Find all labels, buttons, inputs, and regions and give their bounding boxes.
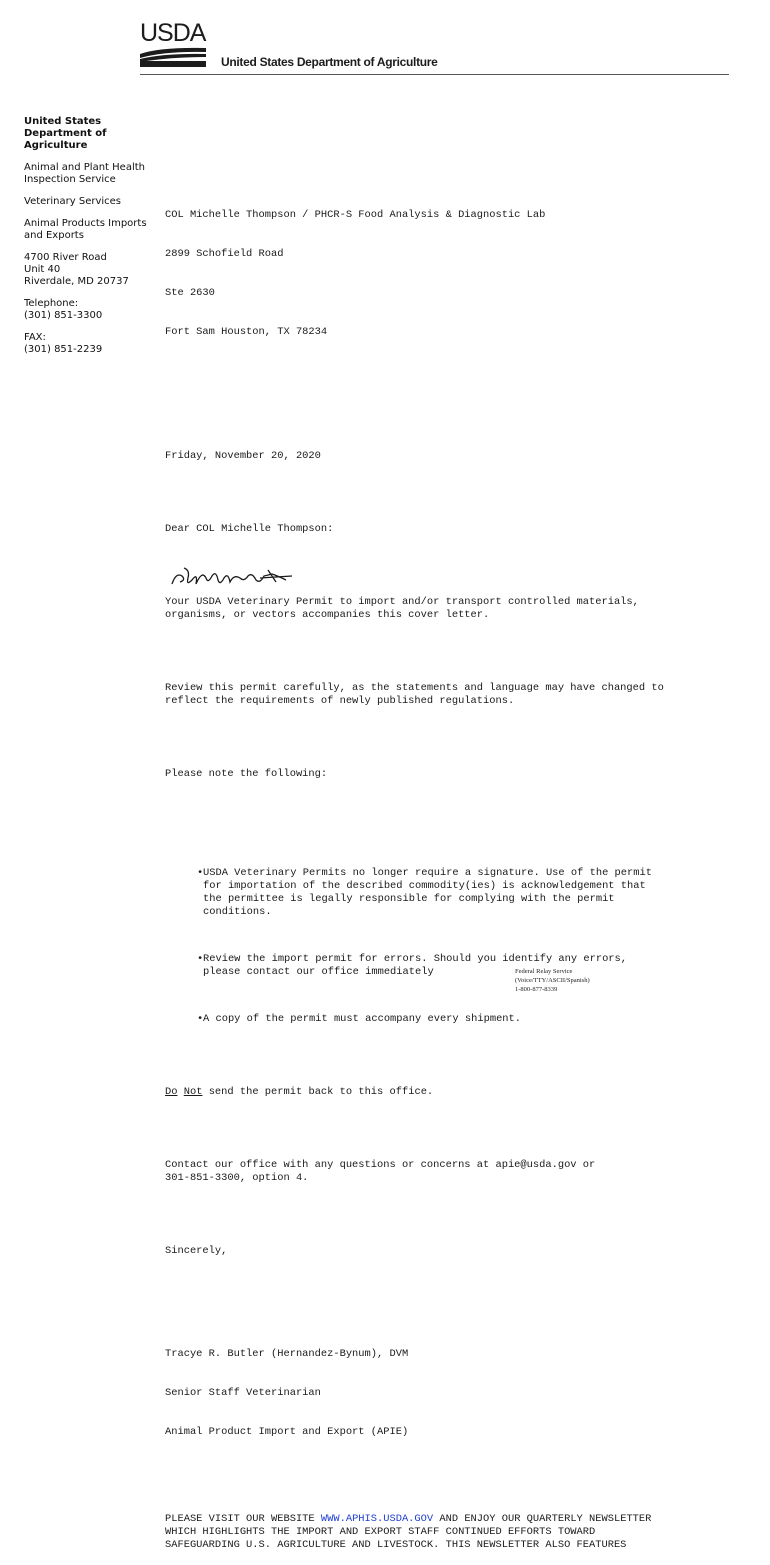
telephone-label: Telephone: <box>24 298 79 309</box>
bullet-icon: • <box>197 1013 204 1025</box>
website-link[interactable]: WWW.APHIS.USDA.GOV <box>320 1513 434 1525</box>
closing: Sincerely, <box>165 1245 228 1257</box>
recipient-block <box>165 183 725 365</box>
fax-label: FAX: <box>24 332 46 343</box>
sidebar-telephone <box>24 298 149 322</box>
address-line: 4700 River Road <box>24 252 107 263</box>
do-not-send <box>165 1086 725 1099</box>
list-item <box>165 1013 725 1026</box>
footer-line: Federal Relay Service <box>515 968 573 975</box>
recipient-line: 2899 Schofield Road <box>165 248 284 260</box>
address-line: Riverdale, MD 20737 <box>24 276 129 287</box>
logo-field-graphic <box>140 45 208 67</box>
address-line: Unit 40 <box>24 264 61 275</box>
paragraph-review: Review this permit carefully, as the statements and language may have changed to reflect the requirements of newly published regulations. <box>165 682 664 707</box>
recipient-line: Ste 2630 <box>165 287 215 299</box>
not-word: Not <box>183 1086 203 1098</box>
notes-list <box>165 841 725 1060</box>
list-item <box>165 867 725 919</box>
salutation: Dear COL Michelle Thompson: <box>165 523 334 535</box>
signer-name: Tracye R. Butler (Hernandez-Bynum), DVM <box>165 1348 409 1360</box>
signer-unit: Animal Product Import and Export (APIE) <box>165 1426 409 1438</box>
header-divider <box>140 74 729 75</box>
signer-title: Senior Staff Veterinarian <box>165 1387 321 1399</box>
fax-number: (301) 851-2239 <box>24 344 103 355</box>
do-not-rest: send the permit back to this office. <box>202 1086 434 1098</box>
letter-date: Friday, November 20, 2020 <box>165 450 321 462</box>
paragraph-note: Please note the following: <box>165 768 328 780</box>
logo-wordmark: USDA <box>140 19 206 47</box>
paragraph-permit: Your USDA Veterinary Permit to import and/or transport controlled materials, organisms, or vectors accompanies this cover letter. <box>165 596 639 621</box>
footer-line: (Voice/TTY/ASCII/Spanish) <box>515 977 590 984</box>
recipient-line: Fort Sam Houston, TX 78234 <box>165 326 328 338</box>
department-title: United States Department of Agriculture <box>221 55 438 69</box>
website-notice <box>165 1513 725 1552</box>
note-text: Review the import permit for errors. Should you identify any errors, please contact our office immediately <box>203 953 628 978</box>
contact-paragraph: Contact our office with any questions or concerns at apie@usda.gov or 301-851-3300, option 4. <box>165 1159 596 1184</box>
note-text: USDA Veterinary Permits no longer require a signature. Use of the permit for importation of the described commodity(ies) is acknowledgement that the permittee is legally responsible for complying with the permit conditions. <box>203 867 652 918</box>
sidebar-org: United States Department of Agriculture <box>24 116 107 151</box>
relay-service-footer <box>515 967 590 994</box>
telephone-number: (301) 851-3300 <box>24 310 103 321</box>
do-word: Do <box>165 1086 178 1098</box>
sidebar-address <box>24 252 149 288</box>
sidebar-fax <box>24 332 149 356</box>
sidebar-unit: Animal Products Imports and Exports <box>24 218 147 241</box>
sidebar <box>24 116 149 366</box>
sidebar-agency: Animal and Plant Health Inspection Service <box>24 162 145 185</box>
recipient-line: COL Michelle Thompson / PHCR-S Food Analysis & Diagnostic Lab <box>165 209 546 221</box>
sidebar-division: Veterinary Services <box>24 196 122 207</box>
usda-logo <box>140 20 220 70</box>
note-text: A copy of the permit must accompany every shipment. <box>203 1013 522 1025</box>
list-item <box>165 953 725 979</box>
letter-body <box>165 157 725 1565</box>
visit-prefix: PLEASE VISIT OUR WEBSITE <box>165 1513 321 1525</box>
footer-line: 1-800-877-8339 <box>515 986 558 993</box>
signature-graphic <box>168 562 298 592</box>
visit-suffix: AND ENJOY OUR QUARTERLY NEWSLETTER WHICH HIGHLIGHTS THE IMPORT AND EXPORT STAFF CONTINUED EFFORTS TOWARD SAFEGUARDING U.S. AGRICULTURE AND LIVESTOCK. THIS NEWSLETTER ALSO FEATURES <box>165 1513 652 1551</box>
bullet-icon: • <box>197 867 204 879</box>
bullet-icon: • <box>197 953 204 965</box>
